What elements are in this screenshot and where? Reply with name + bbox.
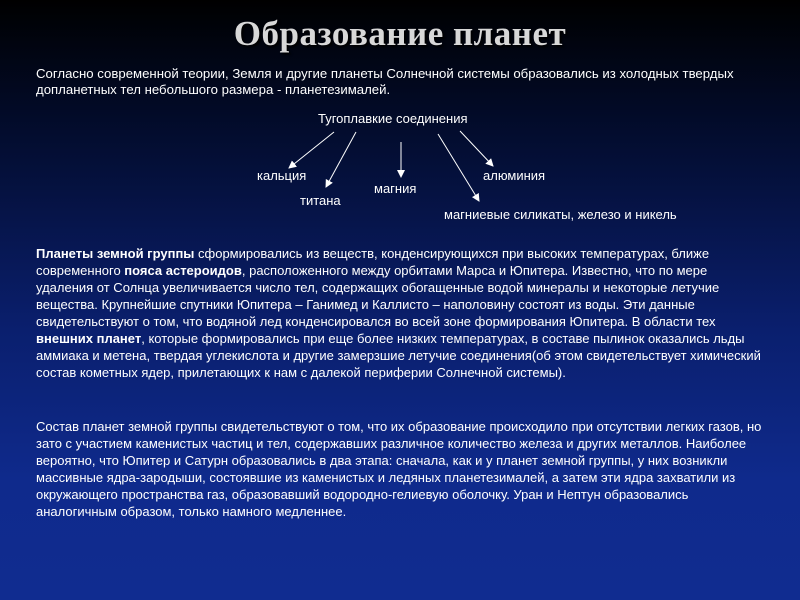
diagram-item-calcium: кальция: [257, 168, 307, 183]
arrow-to-calcium: [289, 132, 334, 168]
paragraph-composition: Состав планет земной группы свидетельствуют о том, что их образование происходило при отсутствии легких газов, но зато с участием каменистых частиц и тел, содержавших различное количество железа и других металлов. Наиболее вероятно, что Юпитер и Сатурн образовались в два этапа: сначала, как и у планет земной группы, у них возникли массивные ядра-зародыши, состоявшие из каменистых и ледяных планетезималей, а затем эти ядра захватили из окружающего пространства газ, образовавший водородно-гелиевую оболочку. Уран и Нептун образовались аналогичным образом, только намного медленнее.: [36, 419, 762, 519]
term-asteroid-belt: пояса астероидов: [124, 263, 242, 278]
paragraph-terrestrial-formation: [36, 245, 764, 381]
diagram-root-label: Тугоплавкие соединения: [318, 111, 468, 126]
diagram-item-titanium: титана: [300, 193, 341, 208]
intro-text: Согласно современной теории, Земля и другие планеты Солнечной системы образовались из холодных твердых допланетных тел небольшого размера - планетезималей.: [36, 66, 734, 97]
paragraph1-text-3: , которые формировались при еще более низких температурах, в составе пылинок оказались льды аммиака и метена, твердая углекислота и другие замерзшие летучие соединения(об этом свидетельствует химический состав кометных ядер, прилетающих к нам с далекой периферии Солнечной системы).: [36, 331, 761, 380]
paragraph1-text-2: , расположенного между орбитами Марса и Юпитера. Известно, что по мере удаления от Солнца увеличивается число тел, содержащих обогащенные водой минералы и некоторые летучие вещества. Крупнейшие спутники Юпитера – Ганимед и Каллисто – наполовину состоят из воды. Эти данные свидетельствуют о том, что водяной лед конденсировался во всей зоне формирования Юпитера. В области тех: [36, 263, 720, 329]
diagram-item-aluminium: алюминия: [483, 168, 546, 183]
paragraph1-text-1: сформировались из веществ, конденсирующихся при высоких температурах, ближе современного: [36, 246, 710, 278]
diagram-item-magnesium: магния: [374, 181, 417, 196]
compounds-diagram: [0, 0, 800, 240]
slide-title: Образование планет: [233, 14, 567, 53]
diagram-item-silicates: магниевые силикаты, железо и никель: [444, 207, 677, 222]
term-terrestrial-planets: Планеты земной группы: [36, 246, 195, 261]
arrow-to-titanium: [326, 132, 356, 187]
term-outer-planets: внешних планет: [36, 331, 142, 346]
arrow-to-aluminium: [460, 131, 493, 166]
